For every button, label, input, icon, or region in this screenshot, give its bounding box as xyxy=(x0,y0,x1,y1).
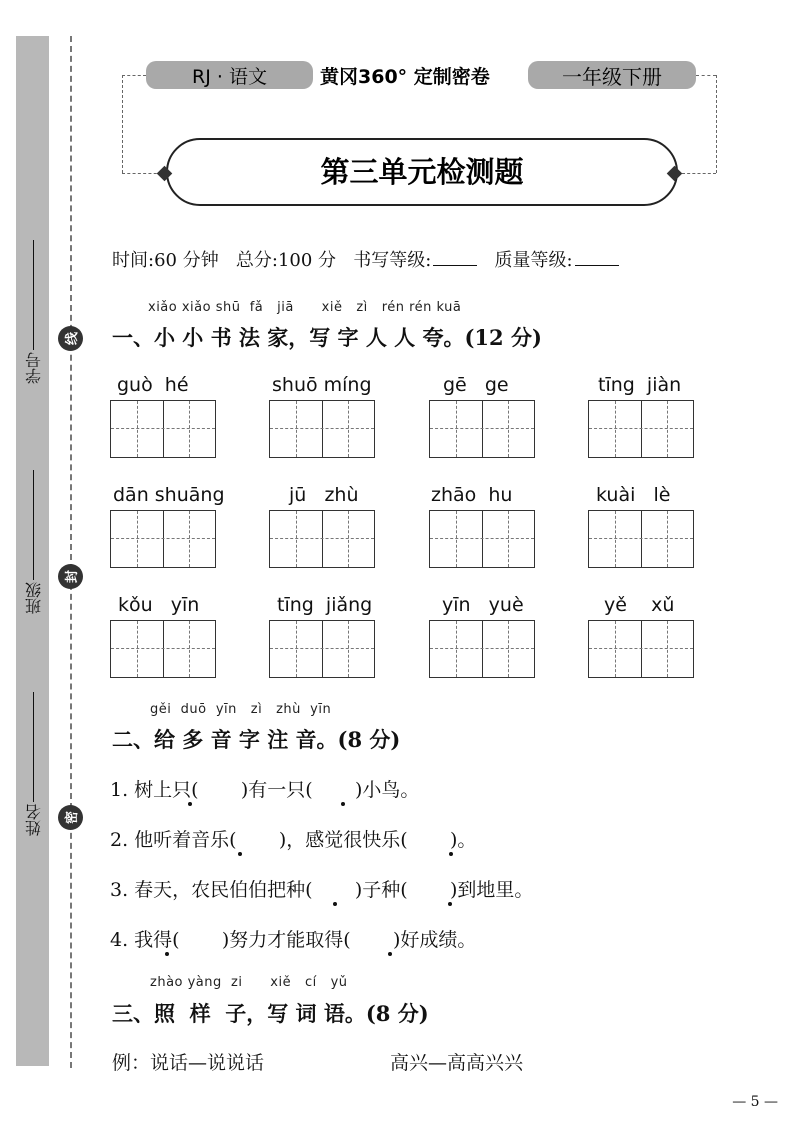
pinyin-word: yīn yuè xyxy=(442,594,524,616)
emphasis-dot xyxy=(341,802,345,806)
seal-xian-icon: 线 xyxy=(58,326,83,351)
writing-grid[interactable] xyxy=(110,400,216,458)
subject-pill: RJ · 语文 xyxy=(146,61,313,89)
pinyin-word: yě xǔ xyxy=(604,594,675,616)
example-right: 高兴—高高兴兴 xyxy=(390,1052,524,1074)
writing-grid[interactable] xyxy=(269,620,375,678)
section1-pinyin: xiǎo xiǎo shū fǎ jiā xiě zì rén rén kuā xyxy=(148,300,462,315)
writing-grid[interactable] xyxy=(269,400,375,458)
pinyin-word: guò hé xyxy=(117,374,189,396)
writing-grade-blank[interactable] xyxy=(433,265,477,266)
pinyin-word: tīng jiàn xyxy=(598,374,682,396)
pinyin-word: tīng jiǎng xyxy=(277,594,373,616)
writing-grid[interactable] xyxy=(429,620,535,678)
section2-pinyin: gěi duō yīn zì zhù yīn xyxy=(150,702,332,717)
writing-grid[interactable] xyxy=(588,620,694,678)
quality-grade-blank[interactable] xyxy=(575,265,619,266)
question-4: 4. 我得( )努力才能取得( )好成绩。 xyxy=(110,929,477,951)
emphasis-dot xyxy=(165,952,169,956)
writing-grid[interactable] xyxy=(588,510,694,568)
frame-line xyxy=(682,173,716,174)
frame-line xyxy=(122,75,123,173)
section3-title: 三、照 样 子，写 词 语。(8 分) xyxy=(112,1001,429,1026)
writing-grid[interactable] xyxy=(269,510,375,568)
emphasis-dot xyxy=(333,902,337,906)
pinyin-word: shuō míng xyxy=(272,374,372,396)
pinyin-word: zhāo hu xyxy=(431,484,513,506)
section3-pinyin: zhào yàng zi xiě cí yǔ xyxy=(150,975,348,990)
seal-feng-icon: 封 xyxy=(58,564,83,589)
student-id-label: 学号 xyxy=(20,232,48,384)
series-name: 黄冈360° 定制密卷 xyxy=(320,66,490,88)
emphasis-dot xyxy=(449,852,453,856)
frame-line xyxy=(122,75,146,76)
emphasis-dot xyxy=(448,902,452,906)
class-label: 班级 xyxy=(20,458,48,614)
pinyin-word: dān shuāng xyxy=(113,484,225,506)
frame-line xyxy=(716,75,717,173)
page-number: — 5 — xyxy=(732,1094,778,1110)
total-info: 总分:100 分 xyxy=(235,250,337,271)
writing-grid[interactable] xyxy=(429,400,535,458)
page-title: 第三单元检测题 xyxy=(320,155,524,189)
section1-title: 一、小 小 书 法 家，写 字 人 人 夸。(12 分) xyxy=(112,325,542,350)
writing-grid[interactable] xyxy=(429,510,535,568)
grade-pill: 一年级下册 xyxy=(528,61,696,89)
question-3: 3. 春天，农民伯伯把种( )子种( )到地里。 xyxy=(110,879,534,901)
question-1: 1. 树上只( )有一只( )小鸟。 xyxy=(110,779,420,801)
writing-grid[interactable] xyxy=(588,400,694,458)
binding-cut-line xyxy=(70,36,72,1068)
emphasis-dot xyxy=(238,852,242,856)
example-left: 例：说话—说说话 xyxy=(112,1052,265,1074)
pinyin-word: jū zhù xyxy=(289,484,359,506)
pinyin-word: kuài lè xyxy=(596,484,671,506)
question-2: 2. 他听着音乐( )，感觉很快乐( )。 xyxy=(110,829,477,851)
pinyin-word: kǒu yīn xyxy=(118,594,200,616)
writing-grade-label: 书写等级: xyxy=(353,250,432,271)
frame-line xyxy=(696,75,716,76)
section2-title: 二、给 多 音 字 注 音。(8 分) xyxy=(112,727,401,752)
name-label: 姓名 xyxy=(20,680,48,836)
emphasis-dot xyxy=(188,802,192,806)
time-info: 时间:60 分钟 xyxy=(112,250,219,271)
pinyin-word: gē ge xyxy=(443,374,509,396)
seal-mi-icon: 密 xyxy=(58,805,83,830)
exam-info xyxy=(112,246,619,272)
writing-grid[interactable] xyxy=(110,510,216,568)
emphasis-dot xyxy=(388,952,392,956)
quality-grade-label: 质量等级: xyxy=(494,250,573,271)
writing-grid[interactable] xyxy=(110,620,216,678)
